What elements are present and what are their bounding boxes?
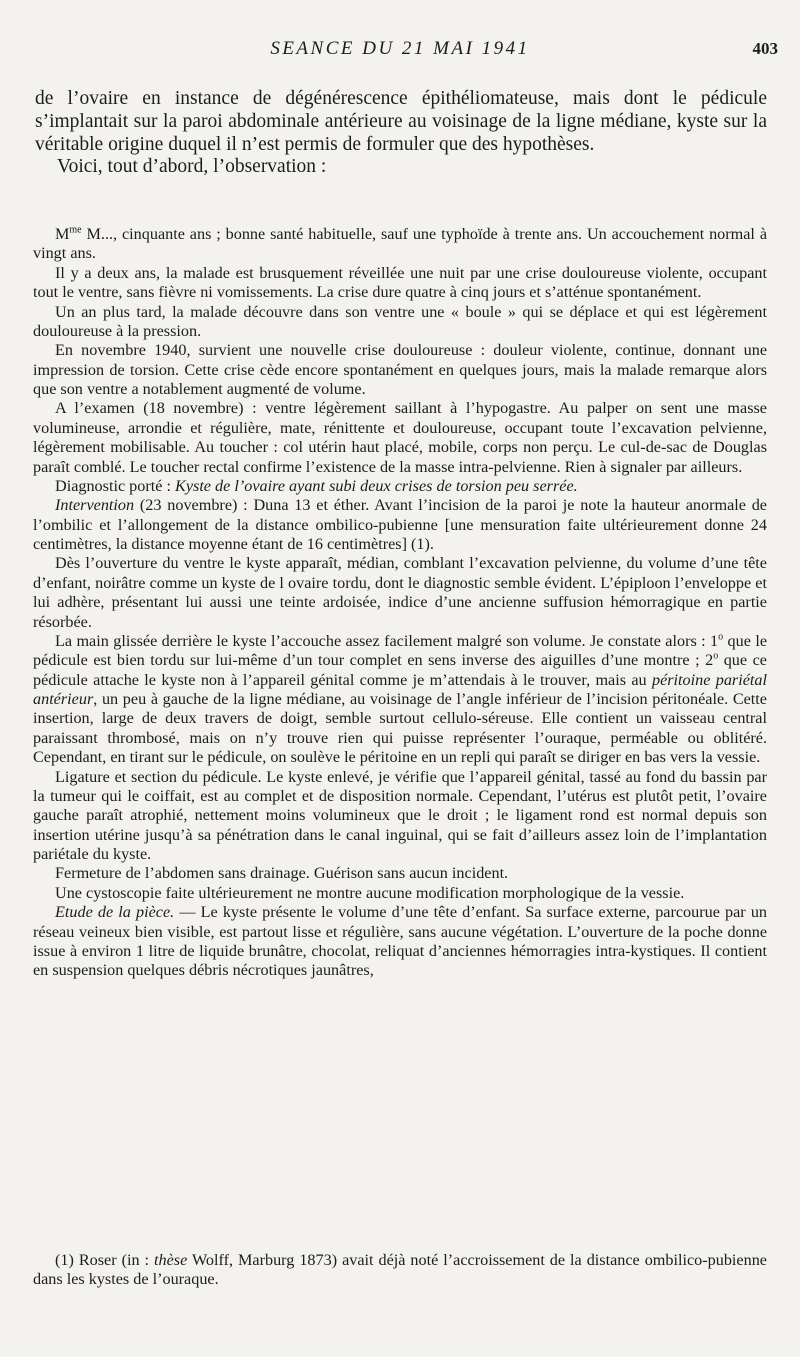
observation-paragraph: La main glissée derrière le kyste l’accouche assez facilement malgré son volume. Je constate alors : 1$^o$ que le pédicule est bien tordu sur lui-même d’un tour complet en sens inverse des aiguilles d’une montre ; 2$^o$ que ce pédicule attache le kyste non à l’appareil génital comme je m’attendais à le trouver, mais au péritoine pariétal antérieur, un peu à gauche de la ligne médiane, au voisinage de l’angle inférieur de l’incision péritonéale. Cette insertion, large de deux travers de doigt, semble surtout cellulo-séreuse. Elle contient un vaisseau central paraissant thrombosé, mais on n’y trouve rien qui puisse représenter l’ouraque, perméable ou oblitéré. Cependant, en tirant sur le pédicule, on soulève le péritoine en un repli qui paraît se diriger en bas vers la vessie. — [33, 631, 768, 767]
observation-paragraph: $M^{me}$ M..., cinquante ans ; bonne santé habituelle, sauf une typhoïde à trente ans. Un accouchement normal à vingt ans. — [33, 224, 767, 263]
observation-text — [33, 225, 767, 981]
observation-paragraph: Ligature et section du pédicule. Le kyste enlevé, je vérifie que l’appareil génital, tassé au fond du bassin par la tumeur qui le coiffait, est au complet et de disposition normale. Cependant, l’utérus est plutôt petit, l’ovaire gauche paraît atrophié, nettement moins volumineux que le droit ; le ligament rond est normal depuis son insertion utérine jusqu’à sa pénétration dans le canal inguinal, qui se fait d’ailleurs assez loin de l’implantation pariétale du kyste. — [33, 767, 767, 863]
observation-paragraph: Intervention (23 novembre) : Duna 13 et éther. Avant l’incision de la paroi je note la hauteur anormale de l’ombilic et l’allongement de la distance ombilico-pubienne [une mensuration faite ultérieurement donne 24 centimètres, la distance moyenne étant de 16 centimètres] (1). — [33, 496, 767, 553]
observation-paragraph: Diagnostic porté : Kyste de l’ovaire ayant subi deux crises de torsion peu serrée. — [55, 476, 578, 495]
page-header — [0, 38, 800, 64]
observation-paragraph: A l’examen (18 novembre) : ventre légèrement saillant à l’hypogastre. Au palper on sent une masse volumineuse, arrondie et régulière, mate, rénittente et douloureuse, occupant toute l’excavation pelvienne, légèrement mobilisable. Au toucher : col utérin haut placé, mobile, corps non perçu. Le cul-de-sac de Douglas paraît comblé. Le toucher rectal confirme l’existence de la masse intra-pelvienne. Rien à signaler par ailleurs. — [33, 399, 767, 476]
observation-paragraph: En novembre 1940, survient une nouvelle crise douloureuse : douleur violente, continue, donnant une impression de torsion. Cette crise cède encore spontanément en quelques jours, mais la malade remarque alors que son ventre a notablement augmenté de volume. — [33, 341, 767, 398]
running-head: SEANCE DU 21 MAI 1941 — [270, 38, 530, 59]
observation-paragraph: Un an plus tard, la malade découvre dans son ventre une « boule » qui se déplace et qui est légèrement douloureuse à la pression. — [33, 302, 767, 340]
intro-text — [35, 88, 767, 179]
observation-paragraph: Dès l’ouverture du ventre le kyste apparaît, médian, comblant l’excavation pelvienne, du volume d’une tête d’enfant, noirâtre comme un kyste de l ovaire tordu, dont le diagnostic semble évident. L’épiploon l’enveloppe et lui adhère, présentant lui aussi une teinte ardoisée, indice d’une ancienne suffusion hémorragique en partie résorbée. — [33, 554, 767, 631]
intro-paragraph: Voici, tout d’abord, l’observation : — [57, 156, 327, 178]
observation-paragraph: Il y a deux ans, la malade est brusquement réveillée une nuit par une crise douloureuse violente, occupant tout le ventre, sans fièvre ni vomissements. La crise dure quatre à cinq jours et s’atténue spontanément. — [33, 263, 767, 302]
footnote: (1) Roser (in : thèse Wolff, Marburg 1873) avait déjà noté l’accroissement de la distance ombilico-pubienne dans les kystes de l’ouraque. — [33, 1251, 767, 1289]
page-number: 403 — [752, 39, 778, 58]
observation-paragraph: Etude de la pièce. — Le kyste présente le volume d’une tête d’enfant. Sa surface externe, parcourue par un réseau veineux bien visible, est partout lisse et régulière, sans aucune végétation. L’ouverture de la poche donne issue à environ 1 litre de liquide brunâtre, chocolat, reliquat d’anciennes hémorragies intra-kystiques. Il contient en suspension quelques débris nécrotiques jaunâtres, — [33, 903, 768, 980]
observation-paragraph: Fermeture de l’abdomen sans drainage. Guérison sans aucun incident. — [55, 864, 509, 883]
observation-paragraph: Une cystoscopie faite ultérieurement ne montre aucune modification morphologique de la vessie. — [55, 883, 685, 902]
intro-paragraph: de l’ovaire en instance de dégénérescence épithéliomateuse, mais dont le pédicule s’implantait sur la paroi abdominale antérieure au voisinage de la ligne médiane, kyste sur la véritable origine duquel il n’est permis de formuler que des hypothèses. — [35, 88, 767, 155]
